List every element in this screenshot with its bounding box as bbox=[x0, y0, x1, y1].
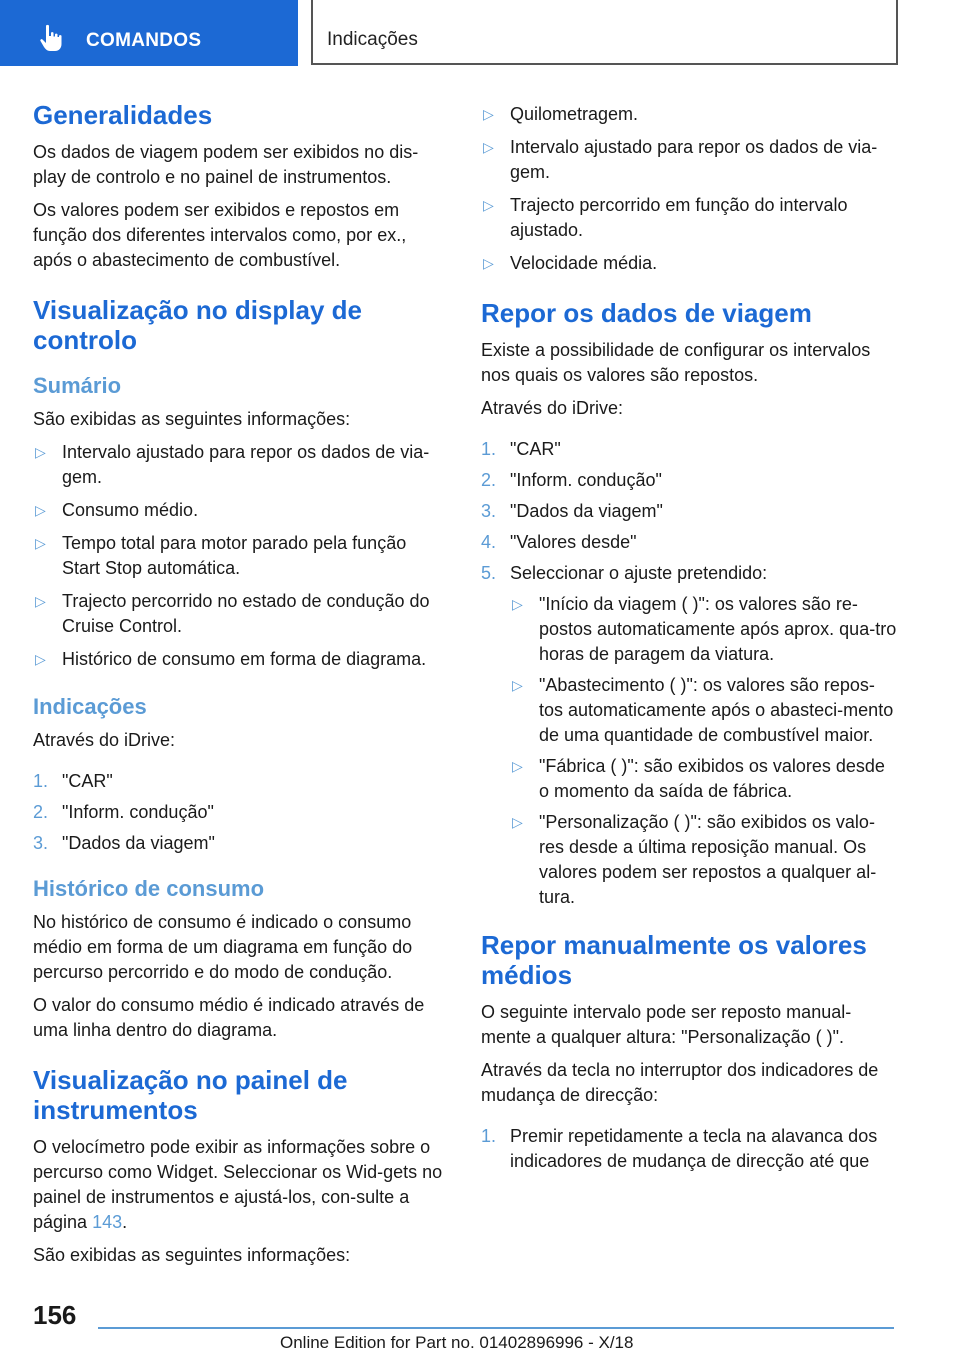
tab-comandos[interactable] bbox=[0, 0, 298, 66]
triangle-bullet-icon: ▷ bbox=[512, 596, 523, 612]
manual-steps bbox=[481, 1124, 897, 1174]
heading-historico-consumo: Histórico de consumo bbox=[33, 876, 265, 901]
list-item: ▷ Trajecto percorrido em função do intervalo ajustado. bbox=[483, 195, 848, 240]
ajuste-options bbox=[510, 592, 897, 910]
repor-steps bbox=[481, 437, 897, 910]
paragraph: O velocímetro pode exibir as informações sobre o percurso como Widget. Seleccionar os Wid-gets no painel de instrumentos e ajustá-los, con-sulte a página 143. bbox=[33, 1137, 443, 1232]
paragraph: São exibidas as seguintes informações: bbox=[33, 409, 351, 429]
edition-text: Online Edition for Part no. 01402896996 - X/18 bbox=[280, 1333, 634, 1352]
tab-comandos-label: COMANDOS bbox=[86, 30, 202, 51]
heading-indicacoes: Indicações bbox=[33, 694, 147, 719]
paragraph: Através da tecla no interruptor dos indicadores de mudança de direcção: bbox=[481, 1060, 879, 1105]
heading-repor-manualmente: Repor manualmente os valores médios bbox=[481, 930, 867, 990]
footer-divider bbox=[98, 1327, 894, 1329]
list-item: 4. "Valores desde" bbox=[481, 532, 637, 552]
heading-sumario: Sumário bbox=[33, 373, 122, 398]
tab-indicacoes[interactable] bbox=[311, 0, 898, 65]
heading-generalidades: Generalidades bbox=[33, 100, 213, 130]
right-column bbox=[481, 102, 897, 1180]
paragraph: No histórico de consumo é indicado o consumo médio em forma de um diagrama em função do percurso percorrido e do modo de condução. bbox=[33, 912, 413, 982]
paragraph: Os valores podem ser exibidos e repostos em função dos diferentes intervalos como, por ex., após o abastecimento de combustível. bbox=[33, 200, 407, 270]
paragraph: Existe a possibilidade de configurar os intervalos nos quais os valores são repostos. bbox=[481, 340, 871, 385]
triangle-bullet-icon: ▷ bbox=[35, 593, 46, 609]
triangle-bullet-icon: ▷ bbox=[512, 814, 523, 830]
heading-repor-dados: Repor os dados de viagem bbox=[481, 298, 812, 328]
left-column bbox=[33, 100, 448, 1276]
triangle-bullet-icon: ▷ bbox=[483, 139, 494, 155]
list-item: ▷ Tempo total para motor parado pela função Start Stop automática. bbox=[35, 533, 407, 578]
list-item: ▷ Intervalo ajustado para repor os dados de via-gem. bbox=[35, 442, 430, 487]
list-item: 3. "Dados da viagem" bbox=[33, 833, 215, 853]
list-item: ▷ "Personalização ( )": são exibidos os valo-res desde a última reposição manual. Os valores podem ser repostos a qualquer al-tura. bbox=[512, 812, 877, 907]
triangle-bullet-icon: ▷ bbox=[35, 502, 46, 518]
list-item: ▷ Trajecto percorrido no estado de condução do Cruise Control. bbox=[35, 591, 430, 636]
list-item: 2. "Inform. condução" bbox=[481, 470, 662, 490]
list-item: 1. "CAR" bbox=[33, 771, 113, 791]
triangle-bullet-icon: ▷ bbox=[483, 106, 494, 122]
list-item: 3. "Dados da viagem" bbox=[481, 501, 663, 521]
triangle-bullet-icon: ▷ bbox=[35, 444, 46, 460]
list-item: 1. Premir repetidamente a tecla na alavanca dos indicadores de mudança de direcção até que bbox=[481, 1126, 878, 1171]
list-item: ▷ "Abastecimento ( )": os valores são repos-tos automaticamente após o abasteci-mento de uma quantidade de combustível maior. bbox=[512, 675, 894, 745]
tab-indicacoes-label: Indicações bbox=[327, 29, 418, 50]
triangle-bullet-icon: ▷ bbox=[35, 535, 46, 551]
triangle-bullet-icon: ▷ bbox=[483, 197, 494, 213]
paragraph: São exibidas as seguintes informações: bbox=[33, 1245, 351, 1265]
triangle-bullet-icon: ▷ bbox=[512, 677, 523, 693]
hand-pointer-icon bbox=[38, 24, 64, 52]
list-item: ▷ Intervalo ajustado para repor os dados de via-gem. bbox=[483, 137, 878, 182]
painel-list bbox=[481, 102, 897, 276]
triangle-bullet-icon: ▷ bbox=[483, 255, 494, 271]
list-item: ▷ "Início da viagem ( )": os valores são re-postos automaticamente após aprox. qua-tro horas de paragem da viatura. bbox=[512, 594, 897, 664]
page-header bbox=[0, 0, 960, 66]
paragraph: O seguinte intervalo pode ser reposto manual-mente a qualquer altura: "Personalização ( )". bbox=[481, 1002, 852, 1047]
paragraph: Os dados de viagem podem ser exibidos no dis-play de controlo e no painel de instrumentos. bbox=[33, 142, 419, 187]
page-link[interactable]: 143 bbox=[92, 1212, 123, 1232]
list-item: ▷ Consumo médio. bbox=[33, 498, 448, 523]
heading-visualizacao-painel: Visualização no painel de instrumentos bbox=[33, 1065, 348, 1125]
triangle-bullet-icon: ▷ bbox=[512, 758, 523, 774]
sumario-list bbox=[33, 440, 448, 672]
list-item: 5. Seleccionar o ajuste pretendido: ▷ "Início da viagem ( )": os valores são re-postos automaticamente após aprox. qua-tro horas de paragem da viatura. ▷ "Abastecimento ( )": os valores são repos-tos automaticamente após o abasteci-mento de uma quantidade de combustível maior. ▷ "Fábrica ( )": são exibidos os valores desde o momento da saída de fábrica. ▷ "Personalização ( )": são exibidos os valo-res desde a última reposição manual. Os valores podem ser repostos a qualquer al-tura. bbox=[481, 561, 897, 910]
paragraph: O valor do consumo médio é indicado através de uma linha dentro do diagrama. bbox=[33, 995, 425, 1040]
paragraph: Através do iDrive: bbox=[33, 730, 176, 750]
list-item: ▷ Histórico de consumo em forma de diagrama. bbox=[33, 647, 448, 672]
heading-visualizacao-display: Visualização no display de controlo bbox=[33, 295, 362, 355]
list-item: ▷ "Fábrica ( )": são exibidos os valores desde o momento da saída de fábrica. bbox=[512, 756, 885, 801]
paragraph: Através do iDrive: bbox=[481, 398, 624, 418]
indicacoes-steps bbox=[33, 769, 448, 856]
page-number: 156 bbox=[33, 1300, 77, 1330]
list-item: 2. "Inform. condução" bbox=[33, 802, 214, 822]
list-item: 1. "CAR" bbox=[481, 439, 561, 459]
list-item: ▷ Velocidade média. bbox=[481, 251, 897, 276]
list-item: ▷ Quilometragem. bbox=[481, 102, 897, 127]
triangle-bullet-icon: ▷ bbox=[35, 651, 46, 667]
